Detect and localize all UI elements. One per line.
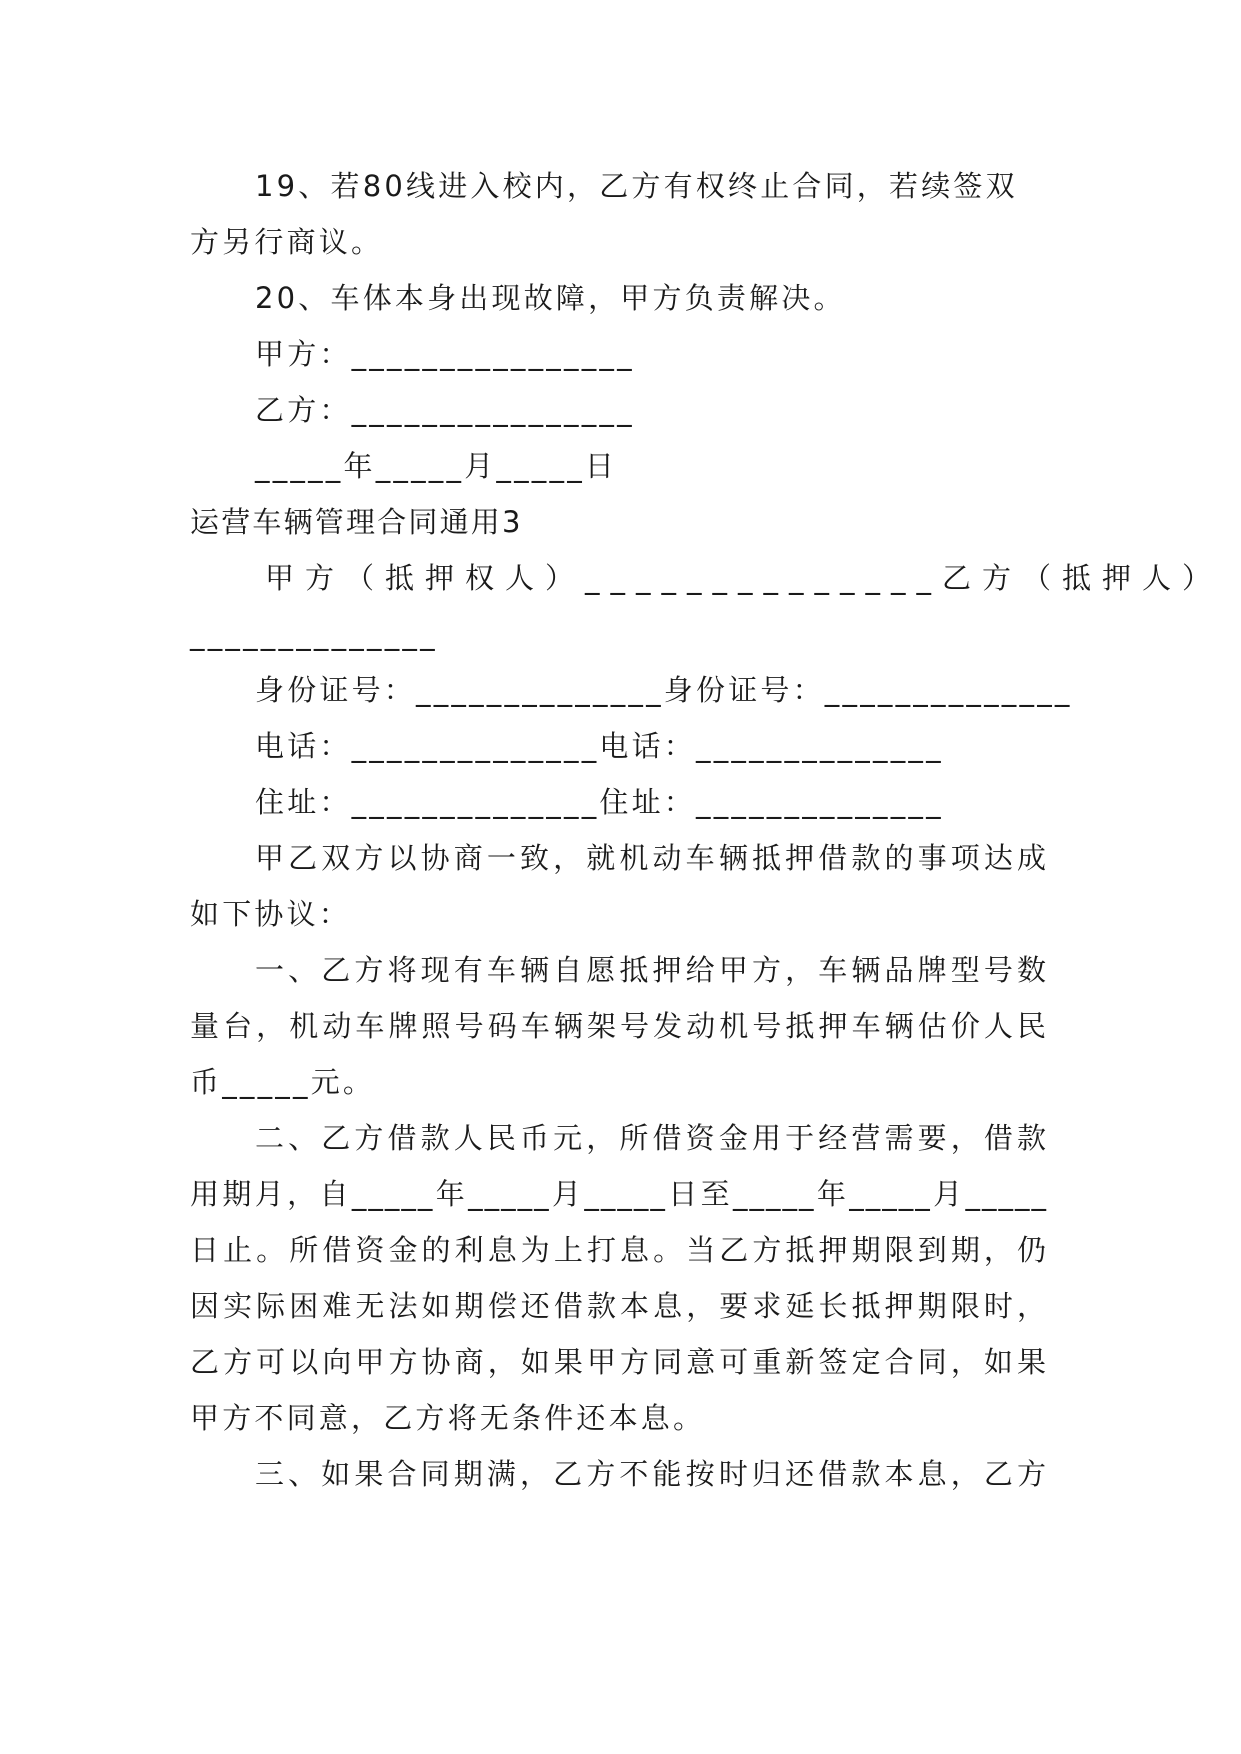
party-b-signature: 乙方：________________: [255, 393, 635, 427]
article-2-line-4: 因实际困难无法如期偿还借款本息，要求延长抵押期限时，: [190, 1289, 1048, 1323]
preamble-line-1: 甲乙双方以协商一致，就机动车辆抵押借款的事项达成: [255, 841, 1048, 875]
article-1-line-1: 一、乙方将现有车辆自愿抵押给甲方，车辆品牌型号数: [255, 953, 1048, 987]
clause-19-line-1: 19、若80线进入校内，乙方有权终止合同，若续签双: [255, 169, 1018, 203]
phone-line: 电话：______________电话：______________: [255, 729, 944, 763]
section-title: 运营车辆管理合同通用3: [190, 505, 523, 539]
article-2-line-1: 二、乙方借款人民币元，所借资金用于经营需要，借款: [255, 1121, 1048, 1155]
party-a-signature: 甲方：________________: [255, 337, 635, 371]
article-2-line-2: 用期月，自_____年_____月_____日至_____年_____月_____: [190, 1177, 1048, 1211]
clause-19-line-2: 方另行商议。: [190, 225, 384, 259]
address-line: 住址：______________住址：______________: [255, 785, 944, 819]
article-2-line-5: 乙方可以向甲方协商，如果甲方同意可重新签定合同，如果: [190, 1345, 1048, 1379]
parties-line-continued: ______________: [190, 617, 438, 651]
article-2-line-3: 日止。所借资金的利息为上打息。当乙方抵押期限到期，仍: [190, 1233, 1048, 1267]
article-2-line-6: 甲方不同意，乙方将无条件还本息。: [190, 1401, 706, 1435]
parties-line: 甲方（抵押权人）______________乙方（抵押人）: [265, 561, 1223, 595]
id-number-line: 身份证号：______________身份证号：______________: [255, 673, 1073, 707]
article-3-line-1: 三、如果合同期满，乙方不能按时归还借款本息，乙方: [255, 1457, 1048, 1491]
article-1-line-2: 量台，机动车牌照号码车辆架号发动机号抵押车辆估价人民: [190, 1009, 1048, 1043]
article-1-line-3: 币_____元。: [190, 1065, 376, 1099]
preamble-line-2: 如下协议：: [190, 897, 352, 931]
clause-20: 20、车体本身出现故障，甲方负责解决。: [255, 281, 846, 315]
signing-date: _____年_____月_____日: [255, 449, 618, 483]
